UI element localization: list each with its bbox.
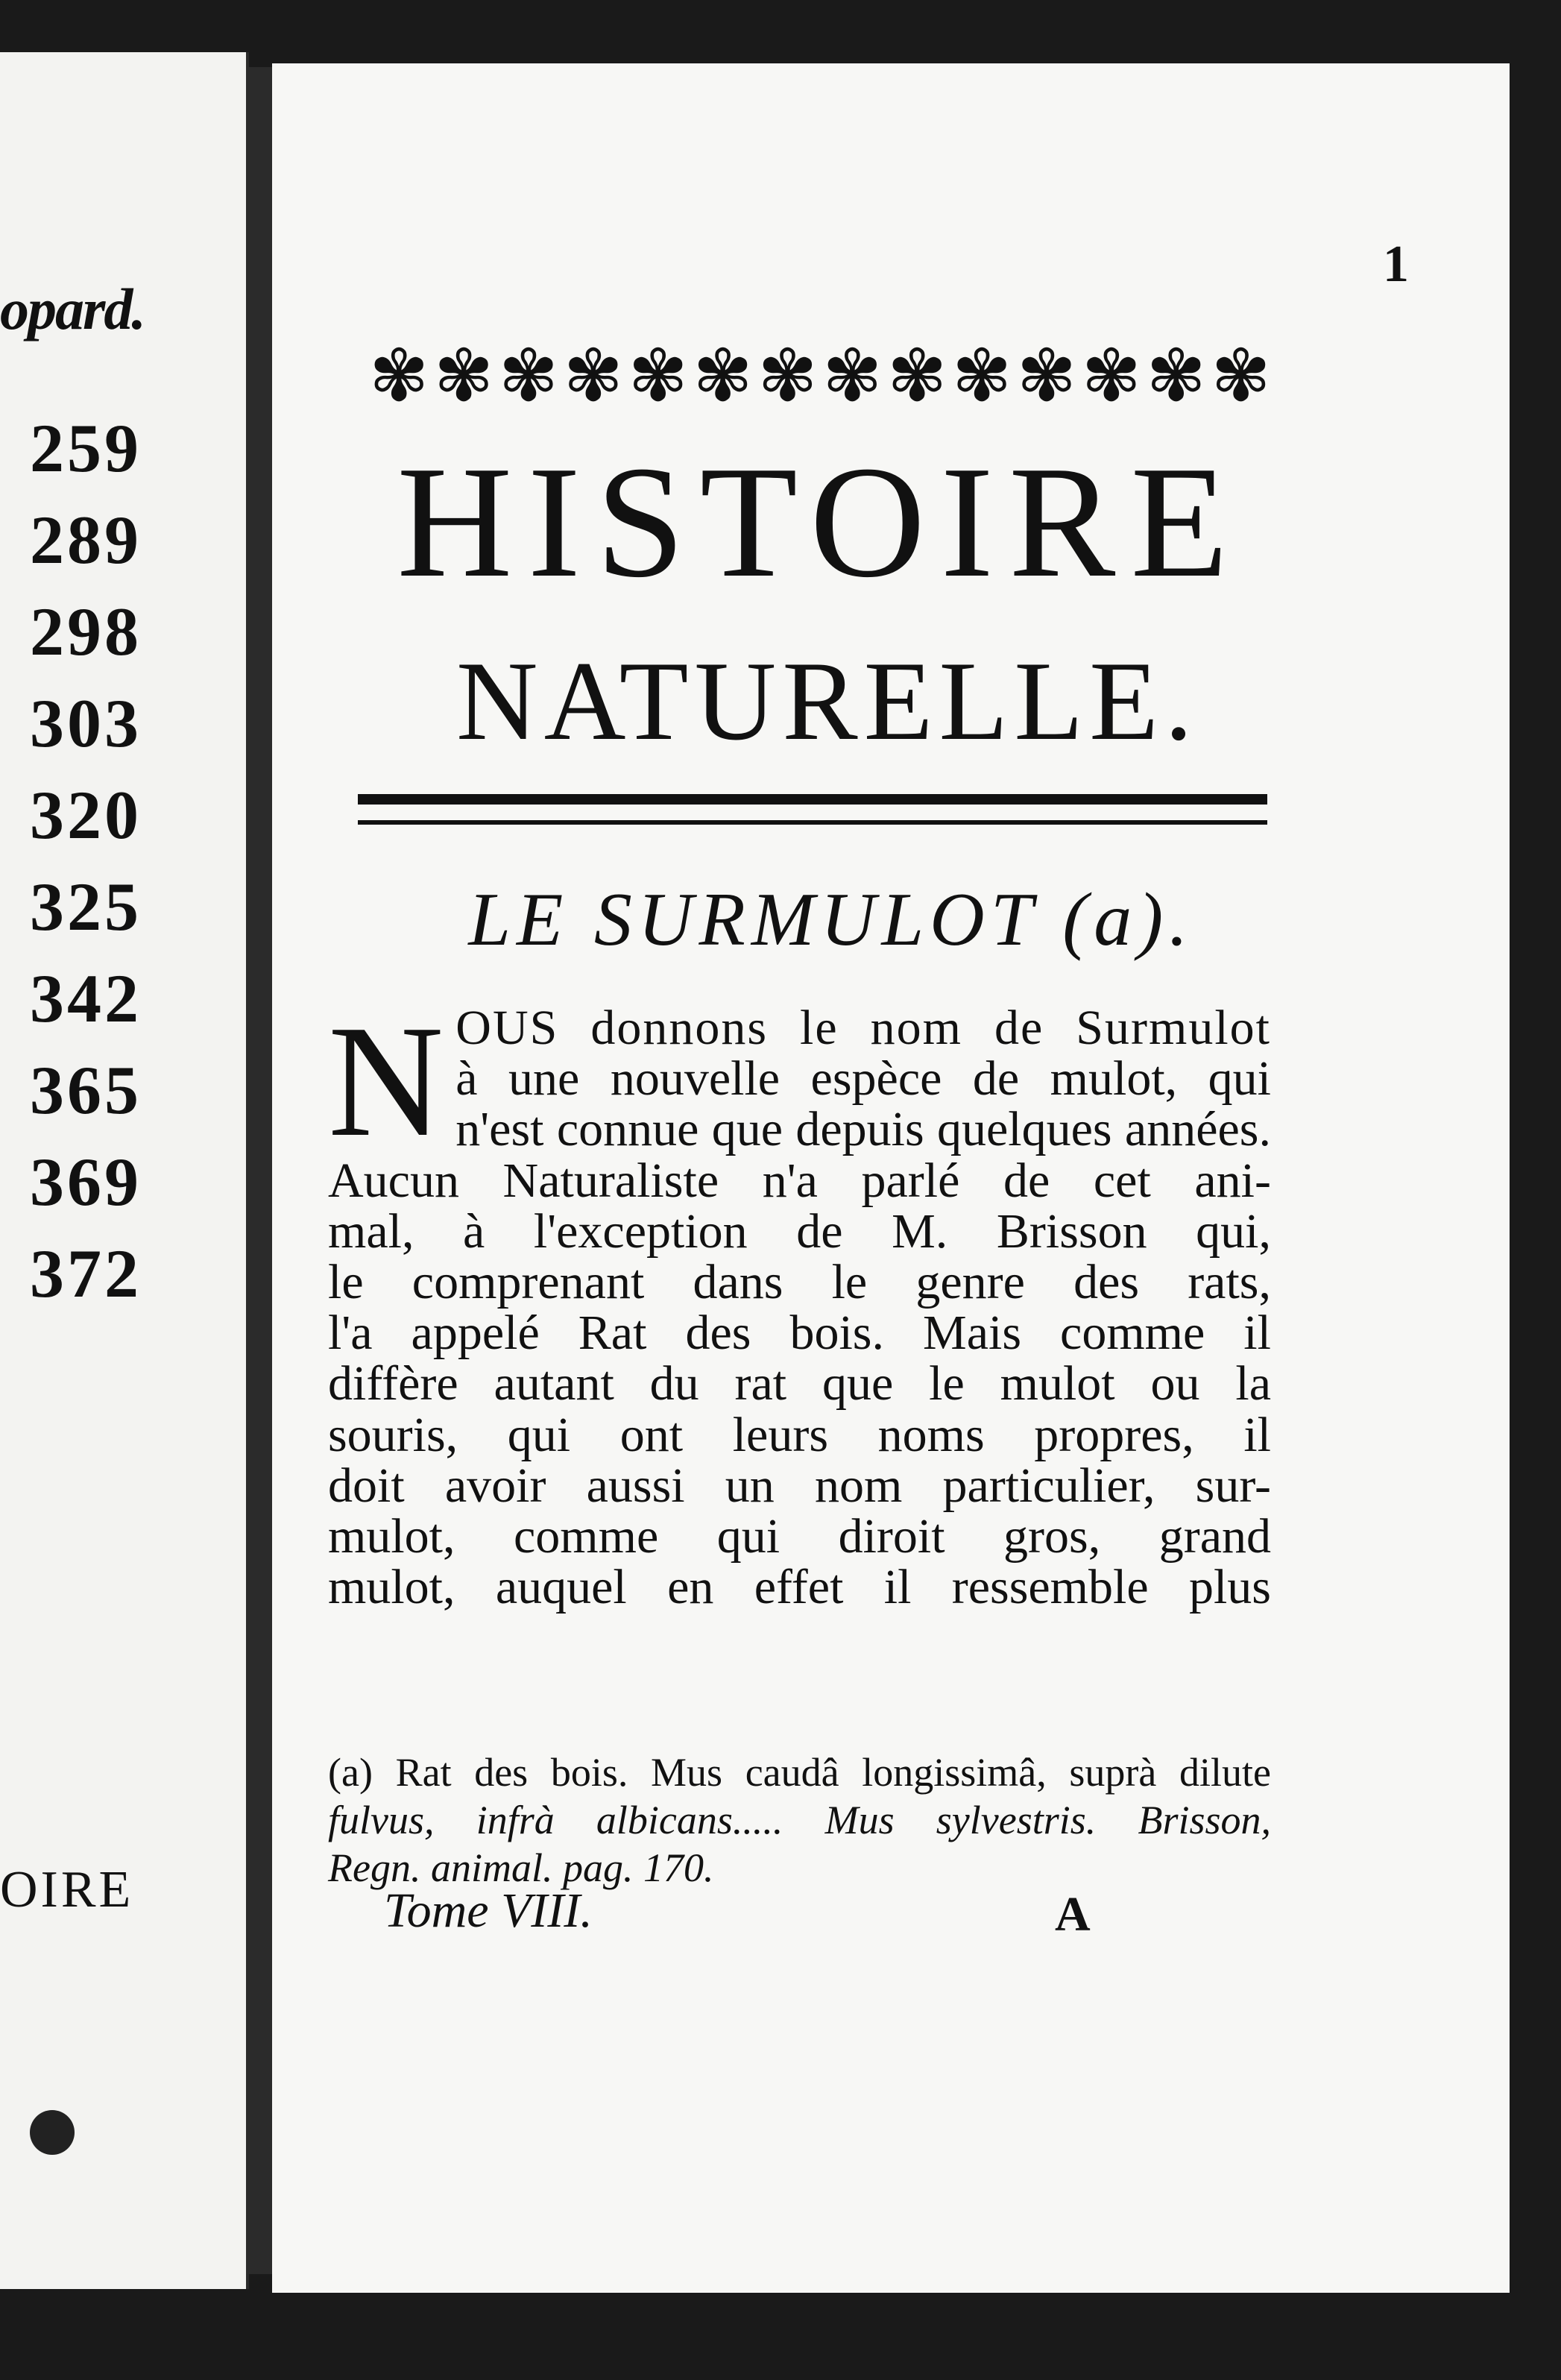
ink-blot	[30, 2110, 75, 2155]
signature-mark: A	[1055, 1887, 1091, 1942]
volume-label: Tome VIII.	[384, 1883, 593, 1938]
body-line: mal, à l'exception de M. Brisson qui,	[328, 1203, 1271, 1259]
fleuron-icon: ✾	[822, 336, 883, 416]
body-line: Aucun Naturaliste n'a parlé de cet ani-	[328, 1153, 1271, 1208]
fleuron-ornament-band	[369, 336, 1271, 416]
left-page-number: 369	[30, 1144, 142, 1220]
drop-cap: N	[328, 992, 444, 1170]
body-line: OUS donnons le nom de Surmulot	[455, 1001, 1271, 1055]
page-title: HISTOIRE	[397, 432, 1243, 611]
fleuron-icon: ✾	[693, 336, 753, 416]
previous-page	[0, 52, 249, 2289]
footnote-line: fulvus, infrà albicans..... Mus sylvestris. Brisson,	[328, 1798, 1271, 1842]
body-line: l'a appelé Rat des bois. Mais comme il	[328, 1306, 1271, 1361]
book-gutter	[246, 67, 276, 2274]
fleuron-icon: ✾	[369, 336, 429, 416]
chapter-heading: LE SURMULOT (a).	[468, 878, 1194, 962]
left-page-number: 342	[30, 960, 142, 1036]
page-number: 1	[1383, 236, 1409, 293]
left-page-number-list	[30, 403, 142, 1320]
current-page	[272, 63, 1510, 2293]
left-page-number: 320	[30, 777, 142, 853]
body-line: diffère autant du rat que le mulot ou la	[328, 1356, 1271, 1411]
fleuron-icon: ✾	[887, 336, 947, 416]
fleuron-icon: ✾	[628, 336, 688, 416]
double-rule-thick	[358, 794, 1267, 805]
body-line: mulot, auquel en effet il ressemble plus	[328, 1560, 1271, 1615]
body-line: n'est connue que depuis quelques années.	[455, 1102, 1271, 1157]
footnote-line: Regn. animal. pag. 170.	[328, 1845, 714, 1890]
body-line: doit avoir aussi un nom particulier, sur-	[328, 1458, 1271, 1513]
left-bottom-word: OIRE	[0, 1861, 134, 1918]
fleuron-icon: ✾	[757, 336, 818, 416]
body-line: le comprenant dans le genre des rats,	[328, 1254, 1271, 1309]
fleuron-icon: ✾	[433, 336, 494, 416]
body-line: à une nouvelle espèce de mulot, qui	[455, 1051, 1271, 1106]
footnote	[328, 1748, 1271, 1892]
left-running-head: opard.	[0, 277, 145, 341]
left-page-number: 303	[30, 685, 142, 761]
page-subtitle: NATURELLE.	[455, 638, 1199, 764]
body-paragraph	[328, 992, 1271, 1615]
left-page-number: 325	[30, 869, 142, 945]
footnote-line: (a) Rat des bois. Mus caudâ longissimâ, suprà dilute	[328, 1750, 1271, 1795]
double-rule-thin	[358, 820, 1267, 825]
body-line: mulot, comme qui diroit gros, grand	[328, 1508, 1271, 1564]
fleuron-icon: ✾	[1016, 336, 1077, 416]
fleuron-icon: ✾	[1146, 336, 1206, 416]
left-page-number: 365	[30, 1052, 142, 1128]
fleuron-icon: ✾	[563, 336, 624, 416]
fleuron-icon: ✾	[1211, 336, 1271, 416]
left-page-number: 372	[30, 1235, 142, 1312]
left-page-number: 289	[30, 502, 142, 578]
left-page-number: 259	[30, 410, 142, 486]
body-line: souris, qui ont leurs noms propres, il	[328, 1407, 1271, 1462]
fleuron-icon: ✾	[498, 336, 559, 416]
left-page-number: 298	[30, 594, 142, 670]
fleuron-icon: ✾	[951, 336, 1012, 416]
fleuron-icon: ✾	[1081, 336, 1142, 416]
